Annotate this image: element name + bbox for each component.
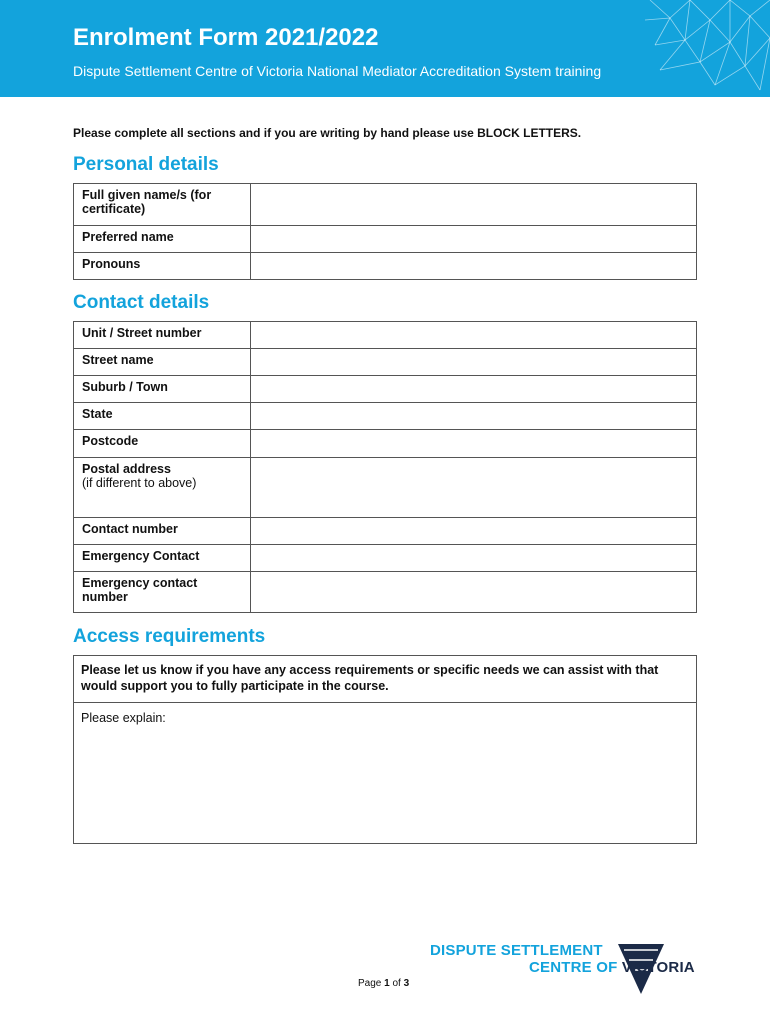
pronouns-field[interactable] [251, 253, 697, 280]
contact-number-field[interactable] [251, 518, 697, 545]
personal-details-table [73, 183, 697, 280]
contact-details-table [73, 321, 697, 613]
access-requirements-heading: Access requirements [73, 626, 266, 647]
page-of: of [389, 978, 404, 989]
full-name-field[interactable] [251, 184, 697, 226]
access-explain-field[interactable] [74, 703, 696, 733]
field-label: Street name [74, 349, 251, 376]
postal-address-label: Postal address [82, 462, 171, 476]
emergency-number-field[interactable] [251, 572, 697, 613]
preferred-name-field[interactable] [251, 226, 697, 253]
logo-line2 [529, 959, 695, 976]
table-row [74, 518, 697, 545]
field-label: Pronouns [74, 253, 251, 280]
form-title: Enrolment Form 2021/2022 [73, 24, 379, 51]
street-name-field[interactable] [251, 349, 697, 376]
table-row [74, 253, 697, 280]
table-row [74, 349, 697, 376]
field-label: Emergency contact number [74, 572, 251, 613]
access-question: Please let us know if you have any access requirements or specific needs we can assist with that would support you to fully participate in the course. [74, 656, 696, 703]
field-label: Contact number [74, 518, 251, 545]
state-field[interactable] [251, 403, 697, 430]
table-row [74, 458, 697, 518]
postal-address-sublabel: (if different to above) [82, 476, 197, 490]
page-prefix: Page [358, 978, 385, 989]
field-label: Preferred name [74, 226, 251, 253]
table-row [74, 322, 697, 349]
field-label: Unit / Street number [74, 322, 251, 349]
table-row [74, 545, 697, 572]
suburb-field[interactable] [251, 376, 697, 403]
table-row [74, 572, 697, 613]
field-label: State [74, 403, 251, 430]
triangle-pattern-icon [630, 0, 770, 97]
personal-details-heading: Personal details [73, 154, 219, 175]
field-label: Postcode [74, 430, 251, 458]
field-label: Full given name/s (for certificate) [74, 184, 251, 226]
page-current: 1 [384, 978, 390, 989]
logo-line2-prefix: CENTRE OF [529, 959, 622, 976]
field-label [74, 458, 251, 518]
page-number [358, 978, 409, 989]
table-row [74, 376, 697, 403]
form-subtitle: Dispute Settlement Centre of Victoria National Mediator Accreditation System training [73, 63, 602, 79]
table-row [74, 226, 697, 253]
field-label: Suburb / Town [74, 376, 251, 403]
contact-details-heading: Contact details [73, 292, 210, 313]
header-banner [0, 0, 770, 97]
table-row [74, 430, 697, 458]
postcode-field[interactable] [251, 430, 697, 458]
table-row [74, 184, 697, 226]
logo-line1: DISPUTE SETTLEMENT [430, 942, 603, 959]
instruction-text: Please complete all sections and if you are writing by hand please use BLOCK LETTERS. [73, 126, 582, 140]
page-total: 3 [403, 978, 410, 989]
field-label: Emergency Contact [74, 545, 251, 572]
explain-label: Please explain: [81, 711, 166, 725]
postal-address-field[interactable] [251, 458, 697, 518]
dsc-victoria-logo [430, 940, 720, 1000]
street-number-field[interactable] [251, 322, 697, 349]
logo-victoria: VICTORIA [621, 959, 695, 976]
table-row [74, 403, 697, 430]
access-requirements-box [73, 655, 697, 844]
emergency-contact-field[interactable] [251, 545, 697, 572]
